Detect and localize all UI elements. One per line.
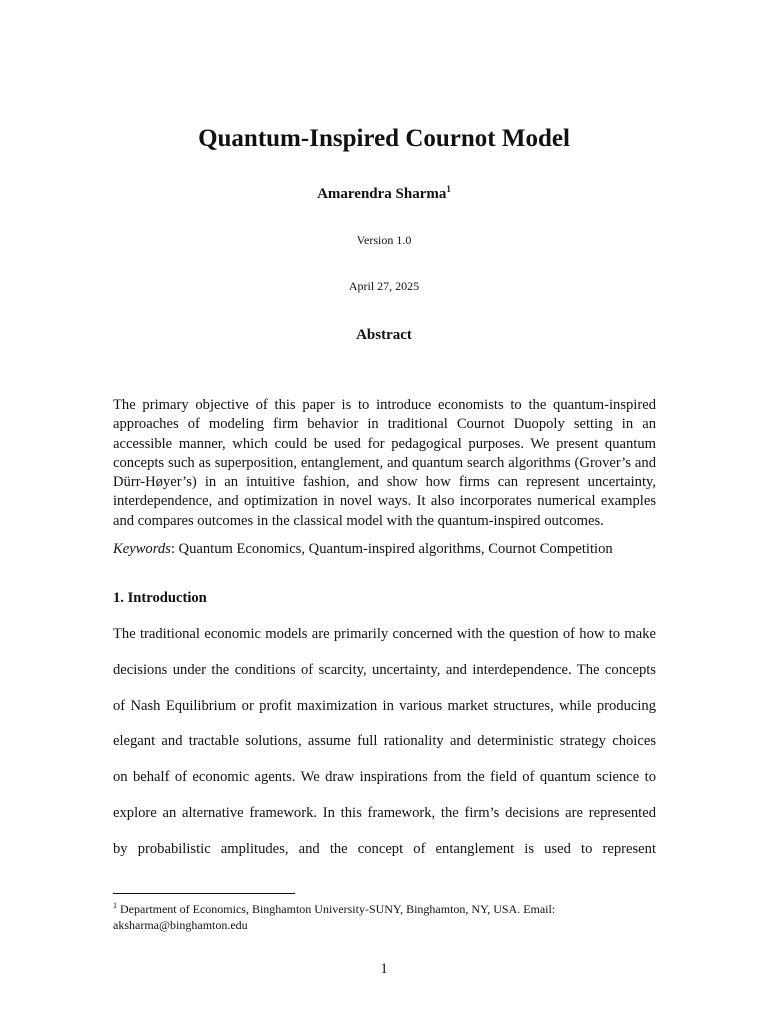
abstract-text: The primary objective of this paper is to introduce economists to the quantum-inspired approaches of modeling firm behavior in traditional Cournot Duopoly setting in an accessible manner, which could be used for pedagogical purposes. We present quantum concepts such as superposition, entanglement, and quantum search algorithms (Grover’s and Dürr-Høyer’s) in an intuitive fashion, and show how firms can represent uncertainty, interdependence, and optimization in novel ways. It also incorporates numerical examples and compares outcomes in the classical model with the quantum-inspired outcomes. <box>113 397 656 529</box>
abstract-heading: Abstract <box>356 327 412 343</box>
author-footnote-mark: 1 <box>446 184 451 194</box>
author-line <box>0 184 768 204</box>
intro-line: explore an alternative framework. In this framework, the firm’s decisions are represented <box>113 804 656 821</box>
intro-line: decisions under the conditions of scarcity, uncertainty, and interdependence. The concepts <box>113 661 656 678</box>
page-number: 1 <box>380 961 388 977</box>
footnote-divider <box>113 893 295 894</box>
section-heading-introduction: 1. Introduction <box>113 590 207 606</box>
version-label: Version 1.0 <box>356 233 412 247</box>
author-name: Amarendra Sharma <box>317 186 447 202</box>
footnote-text: Department of Economics, Binghamton University-SUNY, Binghamton, NY, USA. Email: aksharma@binghamton.edu <box>113 902 556 932</box>
intro-line: elegant and tractable solutions, assume full rationality and deterministic strategy choices <box>113 733 656 750</box>
keywords-line <box>113 540 656 559</box>
intro-line: of Nash Equilibrium or profit maximization in various market structures, while producing <box>113 697 656 714</box>
keywords-text: : Quantum Economics, Quantum-inspired algorithms, Cournot Competition <box>170 541 613 557</box>
paper-title: Quantum-Inspired Cournot Model <box>198 125 570 152</box>
footnote-mark: 1 <box>113 901 117 910</box>
publication-date: April 27, 2025 <box>348 279 420 293</box>
footnote <box>113 901 656 933</box>
keywords-label: Keywords <box>113 541 171 557</box>
intro-line: by probabilistic amplitudes, and the concept of entanglement is used to represent <box>113 840 656 857</box>
intro-line: The traditional economic models are primarily concerned with the question of how to make <box>113 626 656 642</box>
introduction-body <box>113 624 656 875</box>
intro-line: on behalf of economic agents. We draw inspirations from the field of quantum science to <box>113 769 656 786</box>
